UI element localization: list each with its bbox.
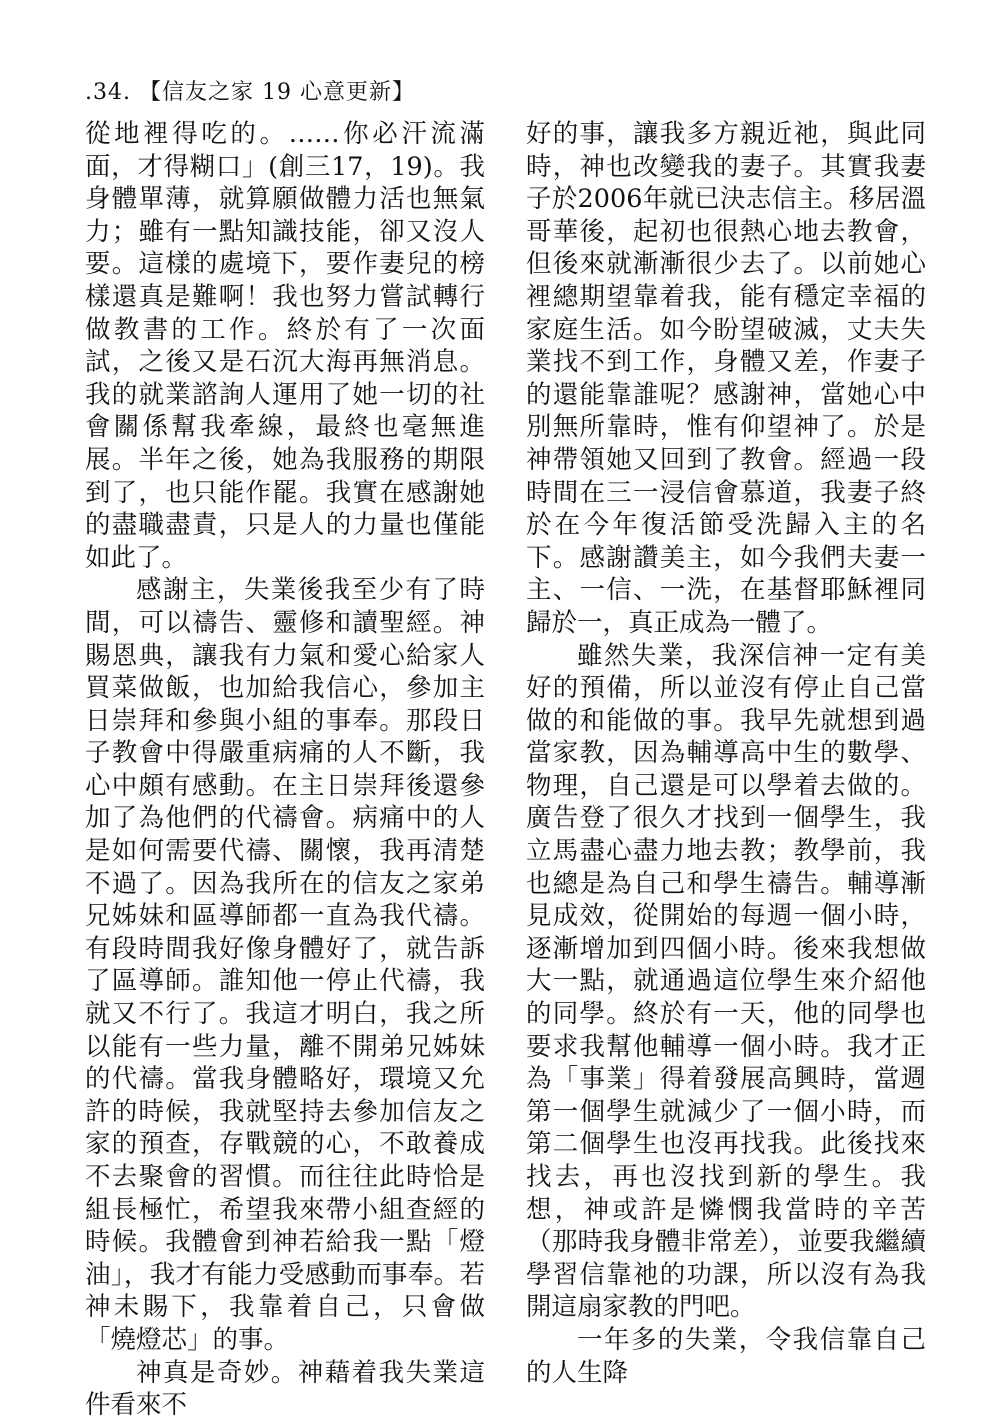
right-column: [526, 118, 926, 1389]
left-paragraph-1: 從地裡得吃的。……你必汗流滿面，才得糊口」(創三17，19)。我身體單薄，就算願做體力活也無氣力；雖有一點知識技能，卻又沒人要。這樣的處境下，要作妻兒的榜樣還真是難啊！我也努力嘗試轉行做教書的工作。終於有了一次面試，之後又是石沉大海再無消息。我的就業諮詢人運用了她一切的社會關係幫我牽線，最終也毫無進展。半年之後，她為我服務的期限到了，也只能作罷。我實在感謝她的盡職盡責，只是人的力量也僅能如此了。: [85, 119, 485, 573]
left-paragraph-2: 感謝主，失業後我至少有了時間，可以禱告、靈修和讀聖經。神賜恩典，讓我有力氣和愛心給家人買菜做飯，也加給我信心，參加主日崇拜和參與小組的事奉。那段日子教會中得嚴重病痛的人不斷，我心中頗有感動。在主日崇拜後還參加了為他們的代禱會。病痛中的人是如何需要代禱、關懷，我再清楚不過了。因為我所在的信友之家弟兄姊妹和區導師都一直為我代禱。有段時間我好像身體好了，就告訴了區導師。誰知他一停止代禱，我就又不行了。我這才明白，我之所以能有一些力量，離不開弟兄姊妹的代禱。當我身體略好，環境又允許的時候，我就堅持去參加信友之家的預查，存戰競的心，不敢養成不去聚會的習慣。而往往此時恰是組長極忙，希望我來帶小組查經的時候。我體會到神若給我一點「燈油」，我才有能力受感動而事奉。若神未賜下，我靠着自己，只會做「燒燈芯」的事。: [85, 575, 485, 1355]
page-header: [85, 78, 415, 108]
right-paragraph-2: 雖然失業，我深信神一定有美好的預備，所以並沒有停止自己當做的和能做的事。我早先就想到過當家教，因為輔導高中生的數學、物理，自己還是可以學着去做的。廣告登了很久才找到一個學生，我立馬盡心盡力地去教；教學前，我也總是為自己和學生禱告。輔導漸見成效，從開始的每週一個小時，逐漸增加到四個小時。後來我想做大一點，就通過這位學生來介紹他的同學。終於有一天，他的同學也要求我幫他輔導一個小時。我才正為「事業」得着發展高興時，當週第一個學生就減少了一個小時，而第二個學生也沒再找我。此後找來找去，再也沒找到新的學生。我想，神或許是憐憫我當時的辛苦（那時我身體非常差），並要我繼續學習信靠祂的功課，所以沒有為我開這扇家教的門吧。: [526, 640, 926, 1323]
right-paragraph-1: 好的事，讓我多方親近祂，與此同時，神也改變我的妻子。其實我妻子於2006年就已決志信主。移居溫哥華後，起初也很熱心地去教會，但後來就漸漸很少去了。以前她心裡總期望靠着我，能有穩定幸福的家庭生活。如今盼望破滅，丈夫失業找不到工作，身體又差，作妻子的還能靠誰呢？感謝神，當她心中別無所靠時，惟有仰望神了。於是神帶領她又回到了教會。經過一段時間在三一浸信會慕道，我妻子終於在今年復活節受洗歸入主的名下。感謝讚美主，如今我們夫妻一主、一信、一洗，在基督耶穌裡同歸於一，真正成為一體了。: [526, 119, 926, 638]
right-paragraph-3: 一年多的失業，令我信靠自己的人生降: [526, 1324, 926, 1388]
page-number: .34.: [85, 80, 131, 105]
magazine-title: 【信友之家 19 心意更新】: [138, 80, 415, 105]
left-column: [85, 118, 485, 1422]
left-paragraph-3: 神真是奇妙。神藉着我失業這件看來不: [85, 1357, 485, 1421]
